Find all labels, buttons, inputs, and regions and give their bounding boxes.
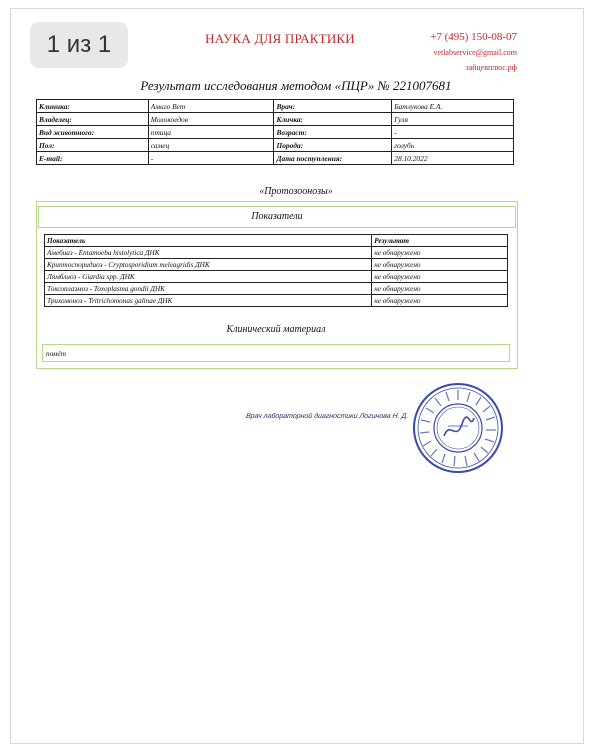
clinical-material-heading: Клинический материал <box>226 324 326 335</box>
indicator-cell: Трихомоноз - Tritrichomonas galinae ДНК <box>45 295 372 307</box>
contact-phone: +7 (495) 150-08-07 <box>430 31 517 43</box>
doctor-value: Батлукова Е.А. <box>392 100 514 113</box>
table-row <box>37 152 514 165</box>
breed-label: Порода: <box>274 139 392 152</box>
clinic-label: Клиника: <box>37 100 149 113</box>
document-title: Результат исследования методом «ПЦР» № 221007681 <box>140 78 452 93</box>
column-header-result: Результат <box>372 235 508 247</box>
table-row <box>37 113 514 126</box>
contact-site: зайцевплюс.рф <box>465 63 517 72</box>
doctor-label: Врач: <box>274 100 392 113</box>
page-indicator: 1 из 1 <box>30 22 128 68</box>
result-cell: не обнаружено <box>372 271 508 283</box>
breed-value: голубь <box>392 139 514 152</box>
contacts-block <box>430 30 517 75</box>
indicator-cell: Криптоспоридиоз - Cryptosporidium meleagridis ДНК <box>45 259 372 271</box>
owner-value: Молокоедов <box>148 113 274 126</box>
received-value: 28.10.2022 <box>392 152 514 165</box>
clinical-material-value: помёт <box>42 344 510 362</box>
indicator-cell: Амебиаз - Entamoeba histolytica ДНК <box>45 247 372 259</box>
column-header-indicator: Показатель <box>45 235 372 247</box>
received-label: Дата поступления: <box>274 152 392 165</box>
sex-label: Пол: <box>37 139 149 152</box>
result-cell: не обнаружено <box>372 259 508 271</box>
age-value: - <box>392 126 514 139</box>
table-row <box>37 100 514 113</box>
section-title: «Протозоонозы» <box>259 186 333 197</box>
age-label: Возраст: <box>274 126 392 139</box>
laboratory-stamp-icon <box>410 380 506 476</box>
result-cell: не обнаружено <box>372 295 508 307</box>
organization-name: НАУКА ДЛЯ ПРАКТИКИ <box>205 31 355 46</box>
table-row <box>45 247 508 259</box>
table-row <box>45 295 508 307</box>
table-header-row <box>45 235 508 247</box>
indicator-cell: Токсоплазмоз - Toxoplasma gondii ДНК <box>45 283 372 295</box>
result-cell: не обнаружено <box>372 283 508 295</box>
table-row <box>37 139 514 152</box>
nickname-value: Гуля <box>392 113 514 126</box>
table-row <box>37 126 514 139</box>
table-row <box>45 283 508 295</box>
patient-info-table <box>36 99 514 165</box>
doctor-signature-line: Врач лабораторной диагностики Логинова Н. Д. <box>245 413 409 420</box>
sex-value: самец <box>148 139 274 152</box>
species-value: птица <box>148 126 274 139</box>
owner-label: Владелец: <box>37 113 149 126</box>
indicators-heading: Показатели <box>38 206 516 228</box>
species-label: Вид животного: <box>37 126 149 139</box>
table-row <box>45 259 508 271</box>
email-label: E-mail: <box>37 152 149 165</box>
nickname-label: Кличка: <box>274 113 392 126</box>
results-table <box>44 234 508 307</box>
result-cell: не обнаружено <box>372 247 508 259</box>
contact-email: vetlabservice@gmail.com <box>433 48 517 57</box>
table-row <box>45 271 508 283</box>
clinic-value: Амиго Вет <box>148 100 274 113</box>
indicator-cell: Лямблиоз - Giardia spp. ДНК <box>45 271 372 283</box>
email-value: - <box>148 152 274 165</box>
